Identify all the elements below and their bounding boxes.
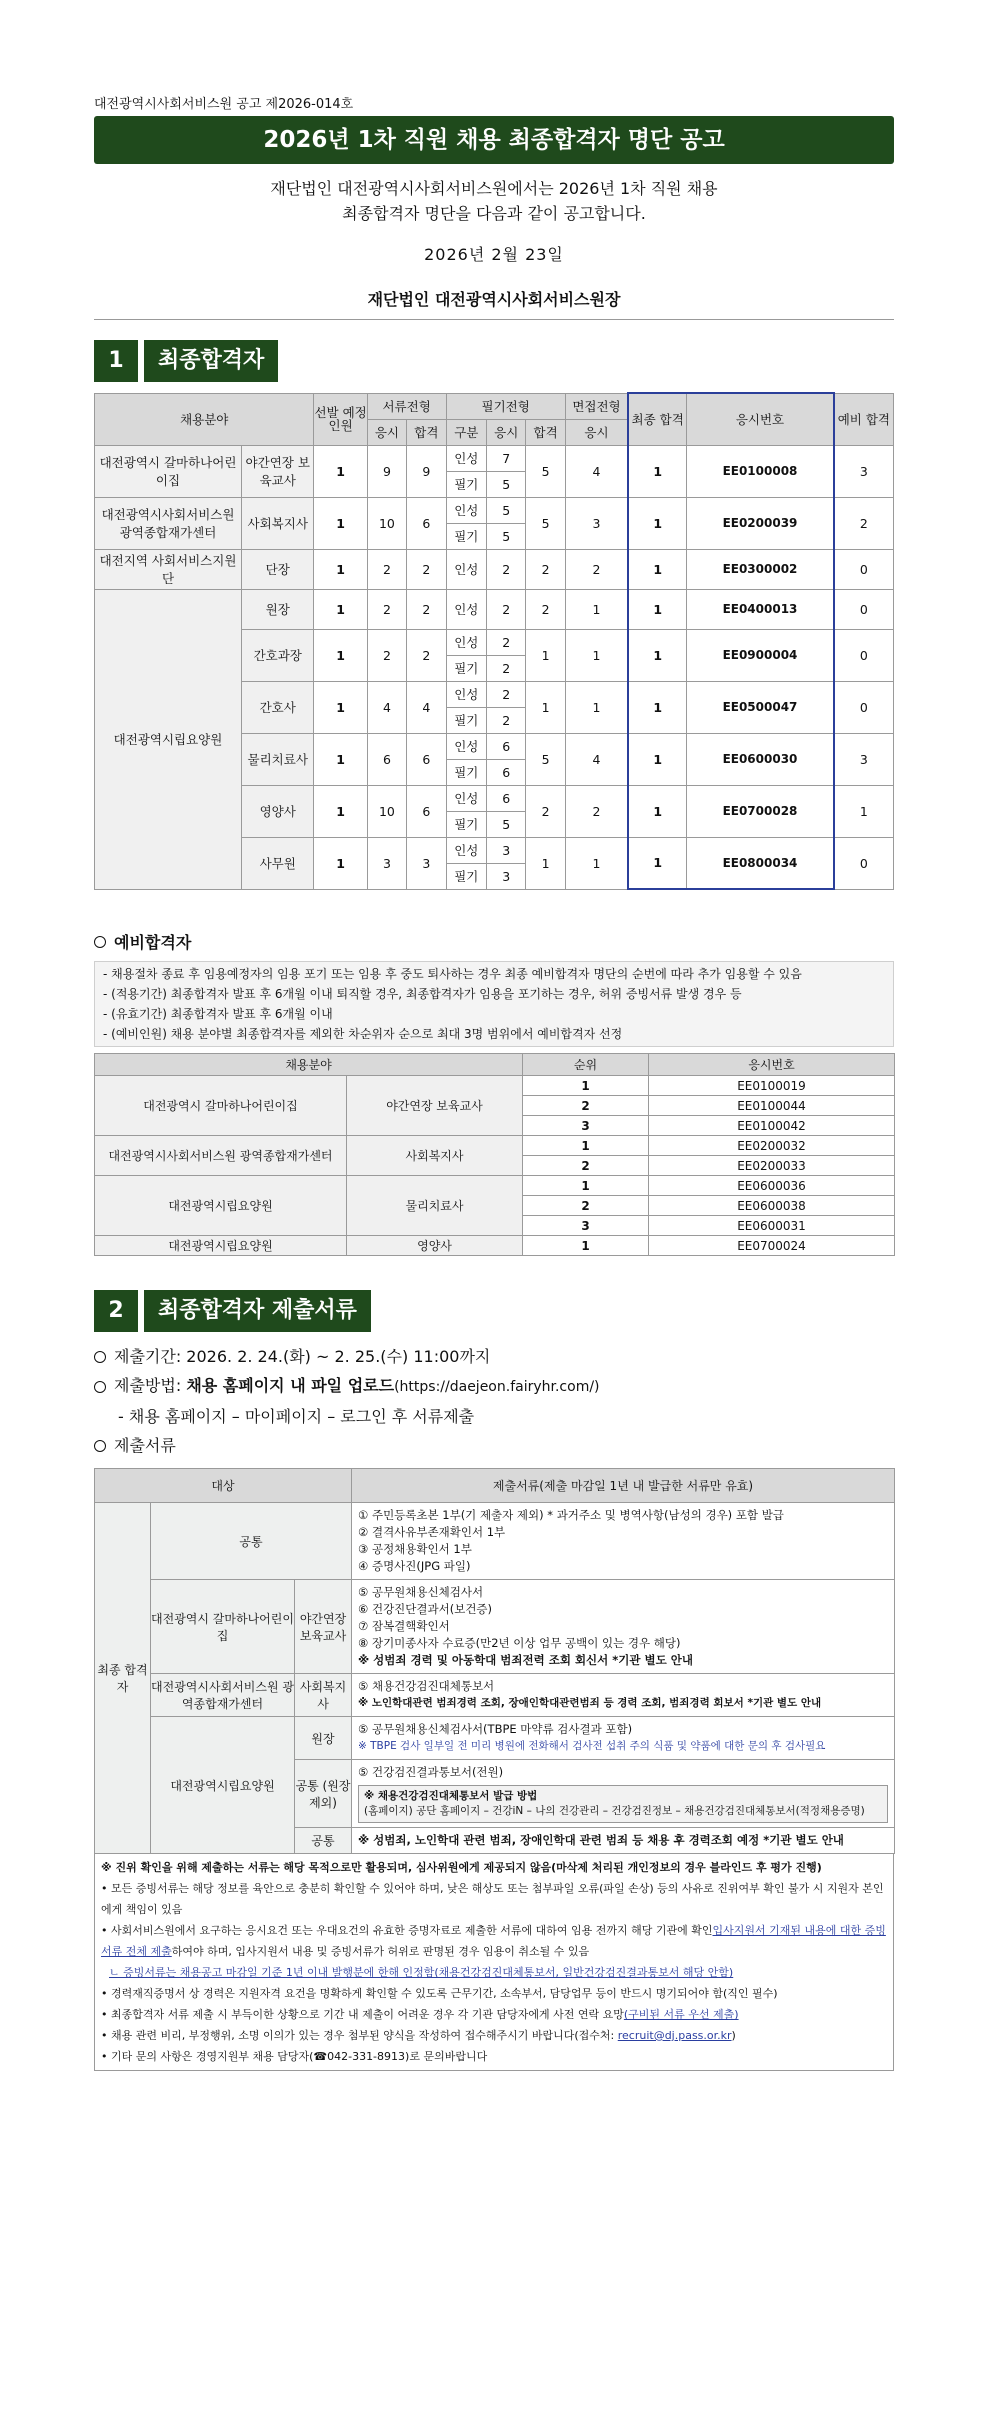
org-cell: 대전광역시 갈마하나어린이집 (95, 445, 242, 497)
rank-cell: 1 (523, 1236, 649, 1256)
written-apply-cell: 5 (487, 497, 526, 523)
rank-cell: 1 (523, 1176, 649, 1196)
org-cell: 대전광역시사회서비스원 광역종합재가센터 (95, 497, 242, 549)
rank-cell: 1 (523, 1076, 649, 1096)
job-cell: 영양사 (242, 785, 314, 837)
reserve-note: - (예비인원) 채용 분야별 최종합격자를 제외한 차순위자 순으로 최대 3명 범위에서 예비합격자 선정 (103, 1027, 623, 1041)
reserve-count-cell: 0 (834, 629, 894, 681)
notice-page (94, 94, 894, 2071)
nursing-common-docs (352, 1760, 895, 1828)
th-written-apply: 응시 (487, 419, 526, 445)
doc-pass-cell: 6 (407, 785, 446, 837)
reserve-note: - (유효기간) 최종합격자 발표 후 6개월 이내 (103, 1007, 333, 1021)
footnote: • 경력재직증명서 상 경력은 지원자격 요건을 명확하게 확인할 수 있도록 근무기간, 소속부서, 담당업무 등이 반드시 명기되어야 함(직인 필수) (101, 1987, 778, 2000)
th-field: 채용분야 (95, 393, 314, 445)
exam-number-cell: EE0100019 (649, 1076, 895, 1096)
written-type-cell: 인성 (446, 445, 486, 471)
nursing-org: 대전광역시립요양원 (151, 1717, 295, 1854)
interview-cell: 1 (565, 629, 628, 681)
doc-item: ③ 공정채용확인서 1부 (358, 1542, 472, 1556)
daycare-org: 대전광역시 갈마하나어린이집 (151, 1580, 295, 1674)
docs-label: 제출서류 (114, 1436, 176, 1455)
section-2-header (94, 1290, 894, 1332)
footnote (101, 1962, 887, 1983)
written-apply-cell: 2 (487, 629, 526, 655)
doc-item: ② 결격사유부존재확인서 1부 (358, 1525, 506, 1539)
reserve-title: 예비합격자 (114, 933, 192, 952)
written-pass-cell: 1 (526, 629, 565, 681)
submission-period-line (94, 1342, 894, 1371)
written-apply-cell: 3 (487, 837, 526, 863)
written-type-cell: 필기 (446, 471, 486, 497)
interview-cell: 1 (565, 837, 628, 889)
reserve-count-cell: 1 (834, 785, 894, 837)
job-cell: 물리치료사 (242, 733, 314, 785)
doc-item: ※ TBPE 검사 일부일 전 미리 병원에 전화해서 검사전 섭취 주의 식품 및 약품에 대한 문의 후 검사필요 (358, 1740, 826, 1752)
circle-bullet-icon (94, 1351, 106, 1363)
written-apply-cell: 5 (487, 811, 526, 837)
contact-email[interactable]: recruit@dj.pass.or.kr (617, 2029, 732, 2042)
org-cell: 대전광역시립요양원 (95, 1236, 347, 1256)
job-cell: 야간연장 보육교사 (347, 1076, 523, 1136)
doc-item: ※ 노인학대관련 범죄경력 조회, 장애인학대관련범죄 등 경력 조회, 범죄경력 회보서 *기관 별도 안내 (358, 1697, 822, 1709)
exam-number-cell: EE0900004 (687, 629, 834, 681)
job-cell: 사무원 (242, 837, 314, 889)
interview-cell: 2 (565, 785, 628, 837)
doc-pass-cell: 3 (407, 837, 446, 889)
footnote-part: • 사회서비스원에서 요구하는 응시요건 또는 우대요건의 유효한 증명자료로 제출한 서류에 대하여 임용 전까지 해당 기관에 확인 (101, 1924, 713, 1937)
final-results-table (94, 392, 894, 890)
interview-cell: 4 (565, 733, 628, 785)
th-docs: 제출서류(제출 마감일 1년 내 발급한 서류만 유효) (352, 1469, 895, 1503)
written-apply-cell: 6 (487, 759, 526, 785)
written-type-cell: 인성 (446, 589, 486, 629)
rank-cell: 2 (523, 1156, 649, 1176)
doc-apply-cell: 9 (367, 445, 406, 497)
intro-line-2: 최종합격자 명단을 다음과 같이 공고합니다. (342, 204, 646, 223)
doc-apply-cell: 10 (367, 497, 406, 549)
table-row (95, 497, 894, 523)
common-label: 공통 (151, 1503, 352, 1580)
table-row (95, 589, 894, 629)
job-cell: 간호과장 (242, 629, 314, 681)
section-1-number: 1 (94, 340, 138, 382)
planned-cell: 1 (314, 629, 367, 681)
table-row (95, 1136, 895, 1156)
exam-number-cell: EE0500047 (687, 681, 834, 733)
written-apply-cell: 7 (487, 445, 526, 471)
intro-text (94, 176, 894, 226)
written-apply-cell: 5 (487, 523, 526, 549)
exam-number-cell: EE0100044 (649, 1096, 895, 1116)
footnote-highlight: (구비된 서류 우선 제출) (623, 2008, 739, 2021)
exam-number-cell: EE0200039 (687, 497, 834, 549)
job-cell: 간호사 (242, 681, 314, 733)
rank-cell: 2 (523, 1196, 649, 1216)
common-docs (352, 1503, 895, 1580)
footnote-header: ※ 진위 확인을 위해 제출하는 서류는 해당 목적으로만 활용되며, 심사위원에게 제공되지 않음(마삭제 처리된 개인정보의 경우 블라인드 후 평가 진행) (101, 1861, 822, 1874)
th-doc-apply: 응시 (367, 419, 406, 445)
written-apply-cell: 3 (487, 863, 526, 889)
th-reserve: 예비 합격 (834, 393, 894, 445)
reserve-count-cell: 3 (834, 733, 894, 785)
submission-period: 제출기간: 2026. 2. 24.(화) ~ 2. 25.(수) 11:00까지 (114, 1347, 491, 1366)
table-row (95, 1236, 895, 1256)
th-reserve-rank: 순위 (523, 1054, 649, 1076)
rank-cell: 3 (523, 1216, 649, 1236)
nursing-all-doc: ※ 성범죄, 노인학대 관련 범죄, 장애인학대 관련 범죄 등 채용 후 경력조회 예정 *기관 별도 안내 (352, 1828, 895, 1854)
reserve-note: - (적용기간) 최종합격자 발표 후 6개월 이내 퇴직할 경우, 최종합격자가 임용을 포기하는 경우, 허위 증빙서류 발생 경우 등 (103, 987, 742, 1001)
doc-apply-cell: 2 (367, 629, 406, 681)
org-cell: 대전광역시 갈마하나어린이집 (95, 1076, 347, 1136)
notice-date: 2026년 2월 23일 (424, 245, 564, 264)
final-cell: 1 (628, 497, 687, 549)
written-apply-cell: 6 (487, 785, 526, 811)
doc-item: ⑦ 잠복결핵확인서 (358, 1619, 450, 1633)
exam-number-cell: EE0100042 (649, 1116, 895, 1136)
final-cell: 1 (628, 681, 687, 733)
org-cell: 대전광역시립요양원 (95, 1176, 347, 1236)
written-apply-cell: 2 (487, 589, 526, 629)
written-apply-cell: 2 (487, 707, 526, 733)
job-cell: 단장 (242, 549, 314, 589)
planned-cell: 1 (314, 445, 367, 497)
written-apply-cell: 2 (487, 549, 526, 589)
doc-item: ⑤ 공무원채용신체검사서(TBPE 마약류 검사결과 포함) (358, 1722, 633, 1736)
footnotes (94, 1854, 894, 2071)
issuance-guide-body: (홈페이지) 공단 홈페이지 – 건강iN – 나의 건강관리 – 건강검진정보 – 채용건강검진대체통보서(적정채용증명) (364, 1805, 865, 1817)
doc-pass-cell: 6 (407, 497, 446, 549)
doc-apply-cell: 6 (367, 733, 406, 785)
job-cell: 사회복지사 (242, 497, 314, 549)
doc-apply-cell: 10 (367, 785, 406, 837)
exam-number-cell: EE0600038 (649, 1196, 895, 1216)
doc-apply-cell: 3 (367, 837, 406, 889)
planned-cell: 1 (314, 549, 367, 589)
daycare-job: 야간연장 보육교사 (295, 1580, 352, 1674)
doc-pass-cell: 2 (407, 589, 446, 629)
written-pass-cell: 5 (526, 497, 565, 549)
doc-item: ⑥ 건강진단결과서(보건증) (358, 1602, 493, 1616)
th-doc-pass: 합격 (407, 419, 446, 445)
method-detail: - 채용 홈페이지 – 마이페이지 – 로그인 후 서류제출 (118, 1407, 475, 1426)
footnote-part: 하여야 하며, 입사지원서 내용 및 증빙서류가 허위로 판명된 경우 임용이 취소될 수 있음 (171, 1945, 590, 1958)
doc-item: ⑤ 건강검진결과통보서(전원) (358, 1765, 504, 1779)
written-pass-cell: 2 (526, 785, 565, 837)
exam-number-cell: EE0600031 (649, 1216, 895, 1236)
exam-number-cell: EE0200032 (649, 1136, 895, 1156)
doc-item: ④ 증명사진(JPG 파일) (358, 1559, 471, 1573)
final-passer-label: 최종 합격자 (95, 1503, 151, 1854)
job-cell: 사회복지사 (347, 1136, 523, 1176)
exam-number-cell: EE0400013 (687, 589, 834, 629)
footnote-part: ) (731, 2029, 736, 2042)
footnote: • 기타 문의 사항은 경영지원부 채용 담당자(☎042-331-8913)로 문의바랍니다 (101, 2050, 488, 2063)
interview-cell: 1 (565, 589, 628, 629)
circle-bullet-icon (94, 1381, 106, 1393)
written-apply-cell: 2 (487, 681, 526, 707)
doc-pass-cell: 9 (407, 445, 446, 497)
footnote-highlight: 입사지원서 기재된 내용에 대한 증빙서류 전체 제출 (101, 1924, 886, 1958)
docs-label-line (94, 1431, 894, 1460)
interview-cell: 4 (565, 445, 628, 497)
planned-cell: 1 (314, 681, 367, 733)
th-reserve-no: 응시번호 (649, 1054, 895, 1076)
planned-cell: 1 (314, 837, 367, 889)
doc-pass-cell: 6 (407, 733, 446, 785)
org-cell: 대전광역시사회서비스원 광역종합재가센터 (95, 1136, 347, 1176)
interview-cell: 2 (565, 549, 628, 589)
exam-number-cell: EE0800034 (687, 837, 834, 889)
final-cell: 1 (628, 837, 687, 889)
exam-number-cell: EE0600030 (687, 733, 834, 785)
director-docs (352, 1717, 895, 1760)
th-doc: 서류전형 (367, 393, 446, 419)
exam-number-cell: EE0100008 (687, 445, 834, 497)
final-cell: 1 (628, 589, 687, 629)
written-pass-cell: 1 (526, 837, 565, 889)
exam-number-cell: EE0200033 (649, 1156, 895, 1176)
page-title: 2026년 1차 직원 채용 최종합격자 명단 공고 (94, 116, 894, 164)
doc-item: ① 주민등록초본 1부(기 제출자 제외) * 과거주소 및 병역사항(남성의 경우) 포함 발급 (358, 1508, 784, 1522)
method-prefix: 제출방법: (114, 1376, 187, 1395)
footnote (101, 2004, 887, 2025)
written-type-cell: 필기 (446, 707, 486, 733)
reserve-count-cell: 0 (834, 549, 894, 589)
written-apply-cell: 5 (487, 471, 526, 497)
notice-number: 대전광역시사회서비스원 공고 제2026-014호 (94, 97, 354, 112)
job-cell: 물리치료사 (347, 1176, 523, 1236)
written-pass-cell: 1 (526, 681, 565, 733)
daycare-docs (352, 1580, 895, 1674)
planned-cell: 1 (314, 589, 367, 629)
th-final: 최종 합격 (628, 393, 687, 445)
doc-pass-cell: 2 (407, 549, 446, 589)
reserve-note: - 채용절차 종료 후 임용예정자의 임용 포기 또는 임용 후 중도 퇴사하는 경우 최종 예비합격자 명단의 순번에 따라 추가 임용할 수 있음 (103, 967, 802, 981)
issuance-guide-box (358, 1785, 888, 1823)
submission-method-line (94, 1371, 894, 1402)
doc-item: ⑤ 채용건강검진대체통보서 (358, 1679, 495, 1693)
th-target: 대상 (95, 1469, 352, 1503)
interview-cell: 3 (565, 497, 628, 549)
final-cell: 1 (628, 733, 687, 785)
planned-cell: 1 (314, 497, 367, 549)
org-cell: 대전지역 사회서비스지원단 (95, 549, 242, 589)
written-type-cell: 인성 (446, 733, 486, 759)
planned-cell: 1 (314, 733, 367, 785)
written-type-cell: 필기 (446, 811, 486, 837)
doc-pass-cell: 2 (407, 629, 446, 681)
th-planned: 선발 예정인원 (314, 393, 367, 445)
footnote (101, 1920, 887, 1962)
homecare-docs (352, 1674, 895, 1717)
reserve-count-cell: 0 (834, 681, 894, 733)
section-2-title: 최종합격자 제출서류 (144, 1290, 371, 1332)
exam-number-cell: EE0600036 (649, 1176, 895, 1196)
table-row (95, 549, 894, 589)
rank-cell: 1 (523, 1136, 649, 1156)
org-cell: 대전광역시립요양원 (95, 589, 242, 889)
written-type-cell: 필기 (446, 523, 486, 549)
documents-table (94, 1468, 895, 1854)
footnote (101, 2025, 887, 2046)
written-pass-cell: 5 (526, 733, 565, 785)
written-type-cell: 인성 (446, 549, 486, 589)
job-cell: 영양사 (347, 1236, 523, 1256)
doc-apply-cell: 2 (367, 549, 406, 589)
written-type-cell: 필기 (446, 759, 486, 785)
written-apply-cell: 2 (487, 655, 526, 681)
footnote-part: • 채용 관련 비리, 부정행위, 소명 이의가 있는 경우 첨부된 양식을 작성하여 접수해주시기 바랍니다(접수처: (101, 2029, 618, 2042)
nursing-common-label: 공통 (원장 제외) (295, 1760, 352, 1828)
method-upload: 채용 홈페이지 내 파일 업로드 (186, 1376, 395, 1395)
final-cell: 1 (628, 785, 687, 837)
issuance-guide-title: ※ 채용건강검진대체통보서 발급 방법 (364, 1790, 538, 1802)
written-type-cell: 필기 (446, 655, 486, 681)
written-type-cell: 인성 (446, 837, 486, 863)
written-pass-cell: 2 (526, 589, 565, 629)
exam-number-cell: EE0700028 (687, 785, 834, 837)
reserve-count-cell: 2 (834, 497, 894, 549)
th-interview: 면접전형 (565, 393, 628, 419)
doc-pass-cell: 4 (407, 681, 446, 733)
th-interview-apply: 응시 (565, 419, 628, 445)
reserve-count-cell: 0 (834, 589, 894, 629)
signer: 재단법인 대전광역시사회서비스원장 (94, 287, 894, 320)
th-reserve-field: 채용분야 (95, 1054, 523, 1076)
table-row (95, 1176, 895, 1196)
final-cell: 1 (628, 629, 687, 681)
rank-cell: 2 (523, 1096, 649, 1116)
written-type-cell: 인성 (446, 629, 486, 655)
written-type-cell: 인성 (446, 681, 486, 707)
final-cell: 1 (628, 445, 687, 497)
circle-bullet-icon (94, 936, 106, 948)
doc-item: ⑤ 공무원채용신체검사서 (358, 1585, 484, 1599)
reserve-count-cell: 3 (834, 445, 894, 497)
doc-item: ※ 성범죄 경력 및 아동학대 범죄전력 조회 회신서 *기관 별도 안내 (358, 1653, 693, 1667)
th-written: 필기전형 (446, 393, 565, 419)
interview-cell: 1 (565, 681, 628, 733)
job-cell: 원장 (242, 589, 314, 629)
doc-item: ⑧ 장기미종사자 수료증(만2년 이상 업무 공백이 있는 경우 해당) (358, 1636, 681, 1650)
rank-cell: 3 (523, 1116, 649, 1136)
written-pass-cell: 5 (526, 445, 565, 497)
section-2-number: 2 (94, 1290, 138, 1332)
table-row (95, 1076, 895, 1096)
written-type-cell: 필기 (446, 863, 486, 889)
table-row (95, 445, 894, 471)
th-written-pass: 합격 (526, 419, 565, 445)
final-cell: 1 (628, 549, 687, 589)
section-1-title: 최종합격자 (144, 340, 278, 382)
intro-line-1: 재단법인 대전광역시사회서비스원에서는 2026년 1차 직원 채용 (270, 179, 718, 198)
method-url[interactable]: (https://daejeon.fairyhr.com/) (394, 1379, 600, 1395)
job-cell: 야간연장 보육교사 (242, 445, 314, 497)
reserve-notes (94, 961, 894, 1047)
reserve-count-cell: 0 (834, 837, 894, 889)
footnote-highlight: ㄴ 증빙서류는 채용공고 마감일 기준 1년 이내 발행분에 한해 인정함(채용건강검진대체통보서, 일반건강검진결과통보서 해당 안함) (109, 1966, 734, 1979)
doc-apply-cell: 4 (367, 681, 406, 733)
planned-cell: 1 (314, 785, 367, 837)
doc-apply-cell: 2 (367, 589, 406, 629)
written-type-cell: 인성 (446, 497, 486, 523)
nursing-all-label: 공통 (295, 1828, 352, 1854)
th-written-type: 구분 (446, 419, 486, 445)
reserve-heading (94, 930, 894, 953)
homecare-org: 대전광역시사회서비스원 광역종합재가센터 (151, 1674, 295, 1717)
written-pass-cell: 2 (526, 549, 565, 589)
director-label: 원장 (295, 1717, 352, 1760)
footnote: • 모든 증빙서류는 해당 정보를 육안으로 충분히 확인할 수 있어야 하며, 낮은 해상도 또는 첨부파일 오류(파일 손상) 등의 사유로 진위여부 확인 불가 시 지원자 본인에게 책임이 있음 (101, 1882, 884, 1916)
section-1-header (94, 340, 894, 382)
exam-number-cell: EE0300002 (687, 549, 834, 589)
footnote-part: • 최종합격자 서류 제출 시 부득이한 상황으로 기간 내 제출이 어려운 경우 각 기관 담당자에게 사전 연락 요망 (101, 2008, 624, 2021)
homecare-job: 사회복지사 (295, 1674, 352, 1717)
submission-info (94, 1342, 894, 1460)
reserve-table (94, 1053, 895, 1256)
exam-number-cell: EE0700024 (649, 1236, 895, 1256)
circle-bullet-icon (94, 1440, 106, 1452)
written-apply-cell: 6 (487, 733, 526, 759)
written-type-cell: 인성 (446, 785, 486, 811)
th-exam-no: 응시번호 (687, 393, 834, 445)
